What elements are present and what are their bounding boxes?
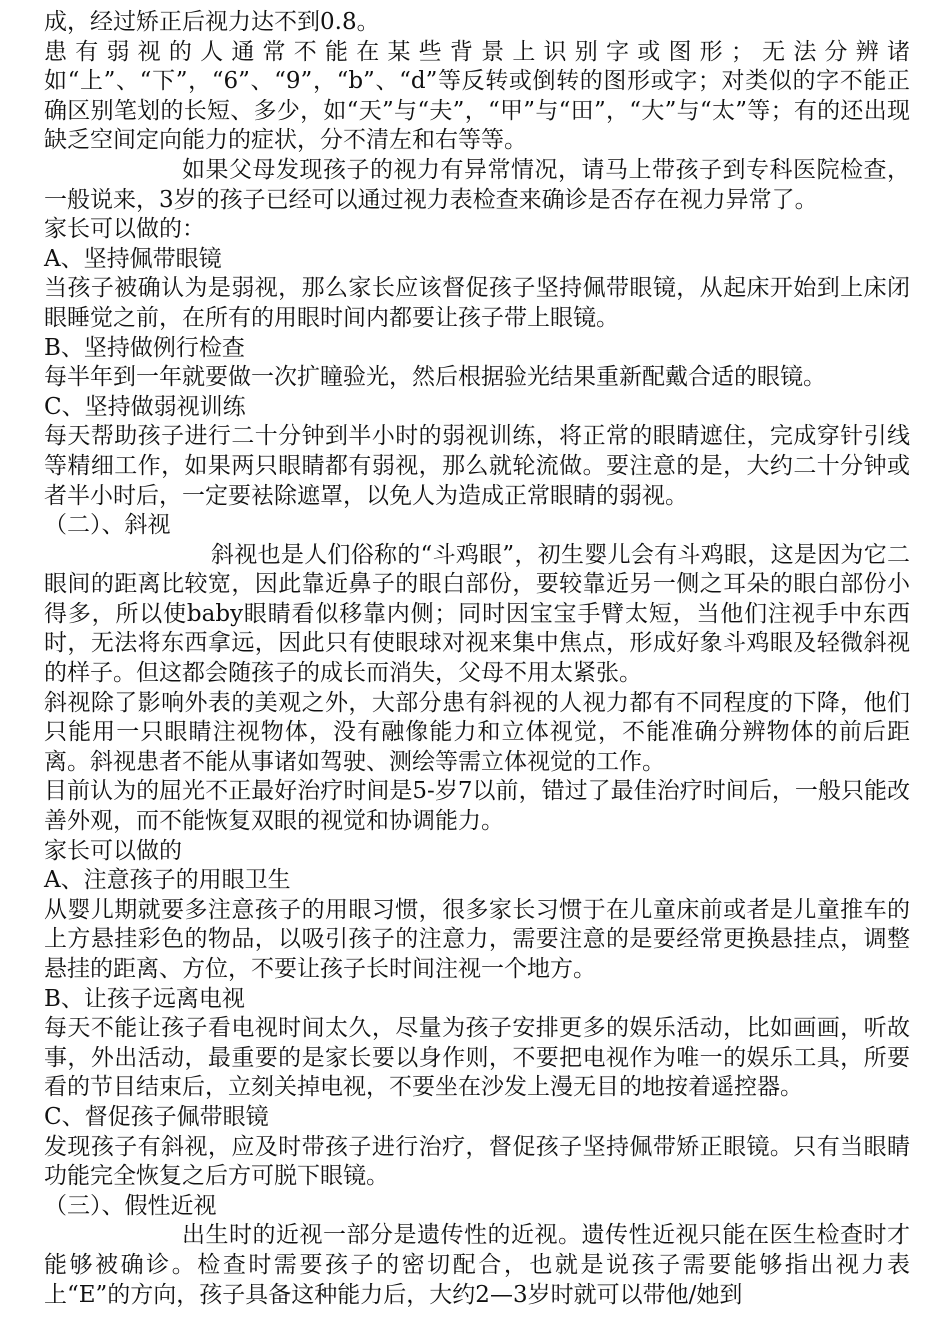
subheading: B、让孩子远离电视 [44,985,245,1012]
paragraph: 成，经过矫正后视力达不到0.8。 [44,9,380,35]
paragraph: 发现孩子有斜视，应及时带孩子进行治疗，督促孩子坚持佩带矫正眼镜。只有当眼睛功能完全恢复之后方可脱下眼镜。 [44,1133,910,1190]
subheading: C、坚持做弱视训练 [44,393,246,420]
paragraph: 每半年到一年就要做一次扩瞳验光，然后根据验光结果重新配戴合适的眼镜。 [44,364,826,391]
paragraph: 目前认为的屈光不正最好治疗时间是5-岁7以前，错过了最佳治疗时间后，一般只能改善外观，而不能恢复双眼的视觉和协调能力。 [44,778,910,835]
subheading: C、督促孩子佩带眼镜 [44,1103,269,1130]
section-heading-strabismus: （二）、斜视 [44,512,171,539]
heading-parents-can-do: 家长可以做的 [44,837,182,864]
section-heading-pseudomyopia: （三）、假性近视 [44,1192,217,1219]
subheading: B、坚持做例行检查 [44,334,245,361]
subheading: A、坚持佩带眼镜 [44,245,222,272]
paragraph: 斜视也是人们俗称的“斗鸡眼”，初生婴儿会有斗鸡眼，这是因为它二眼间的距离比较宽，因此靠近鼻子的眼白部份，要较靠近另一侧之耳朵的眼白部份小得多，所以使baby眼睛看似移靠内侧；同时因宝宝手臂太短，当他们注视手中东西时，无法将东西拿远，因此只有使眼球对视来集中焦点，形成好象斗鸡眼及轻微斜视的样子。但这都会随孩子的成长而消失，父母不用太紧张。 [44,541,910,687]
paragraph: 每天帮助孩子进行二十分钟到半小时的弱视训练，将正常的眼睛遮住，完成穿针引线等精细工作，如果两只眼睛都有弱视，那么就轮流做。要注意的是，大约二十分钟或者半小时后，一定要袪除遮罩，以免人为造成正常眼睛的弱视。 [44,423,910,509]
heading-parents-can-do: 家长可以做的： [44,216,205,243]
subheading: A、注意孩子的用眼卫生 [44,867,291,894]
paragraph: 从婴儿期就要多注意孩子的用眼习惯，很多家长习惯于在儿童床前或者是儿童推车的上方悬挂彩色的物品，以吸引孩子的注意力，需要注意的是要经常更换悬挂点，调整悬挂的距离、方位，不要让孩子长时间注视一个地方。 [44,896,910,982]
paragraph: 如果父母发现孩子的视力有异常情况，请马上带孩子到专科医院检查，一般说来，3岁的孩子已经可以通过视力表检查来确诊是否存在视力异常了。 [44,156,910,213]
paragraph: 斜视除了影响外表的美观之外，大部分患有斜视的人视力都有不同程度的下降，他们只能用一只眼睛注视物体，没有融像能力和立体视觉，不能准确分辨物体的前后距离。斜视患者不能从事诸如驾驶、测绘等需立体视觉的工作。 [44,689,910,775]
paragraph: 患有弱视的人通常不能在某些背景上识别字或图形；无法分辨诸如“上”、“下”，“6”、“9”，“b”、“d”等反转或倒转的图形或字；对类似的字不能正确区别笔划的长短、多少，如“天”与“夫”，“甲”与“田”，“大”与“太”等；有的还出现缺乏空间定向能力的症状，分不清左和右等等。 [44,38,910,154]
paragraph: 每天不能让孩子看电视时间太久，尽量为孩子安排更多的娱乐活动，比如画画，听故事，外出活动，最重要的是家长要以身作则，不要把电视作为唯一的娱乐工具，所要看的节目结束后，立刻关掉电视，不要坐在沙发上漫无目的地按着遥控器。 [44,1015,910,1101]
paragraph: 当孩子被确认为是弱视，那么家长应该督促孩子坚持佩带眼镜，从起床开始到上床闭眼睡觉之前，在所有的用眼时间内都要让孩子带上眼镜。 [44,275,910,331]
paragraph: 出生时的近视一部分是遗传性的近视。遗传性近视只能在医生检查时才能够被确诊。检查时需要孩子的密切配合，也就是说孩子需要能够指出视力表上“E”的方向，孩子具备这种能力后，大约2—3岁时就可以带他/她到 [44,1222,910,1308]
document-page [44,8,910,1310]
